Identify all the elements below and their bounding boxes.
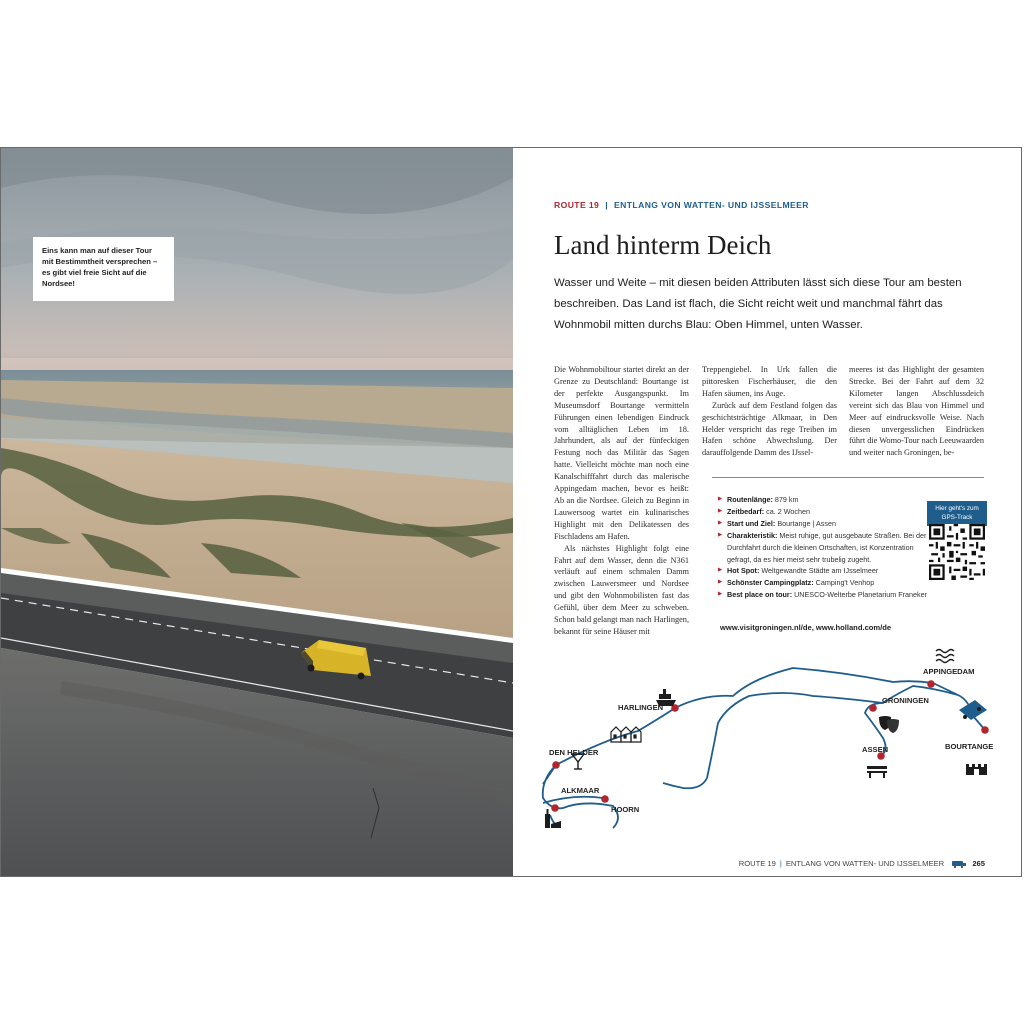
- wine-cheese-icon: [545, 809, 561, 828]
- castle-icon: [966, 764, 987, 775]
- fact-label: Start und Ziel:: [727, 518, 776, 528]
- fact-item: [718, 565, 928, 577]
- camper-icon: [952, 860, 966, 868]
- paragraph: Treppengiebel. In Urk fallen die pittoresken Fischerhäuser, die den Hafen säumen, ins Auge.: [702, 365, 837, 398]
- place-groningen: GRONINGEN: [882, 696, 929, 705]
- divider: [712, 477, 984, 478]
- fact-value: Meist ruhige, gut ausgebaute Straßen. Bei der Durchfahrt durch die kleinen Ortschaften, ist Konzentration gefragt, da es hier meist sehr trubelig zugeht.: [727, 530, 927, 564]
- fact-item: [718, 589, 928, 601]
- intro-text: Wasser und Weite – mit diesen beiden Attributen lässt sich diese Tour am besten beschreiben. Das Land ist flach, die Sicht reicht weit und manchmal fährt das Wohnmobil mitten durchs Blau: Oben Himmel, unten Wasser.: [554, 277, 962, 331]
- theater-masks-icon: [879, 716, 899, 733]
- gps-track-label: Hier geht's zum GPS-Track: [927, 501, 987, 526]
- header-separator: |: [605, 200, 609, 210]
- text-column-2: [702, 364, 837, 459]
- fact-label: Best place on tour:: [727, 590, 793, 600]
- fact-value: Bourtange | Assen: [777, 518, 836, 528]
- text-column-3: [849, 364, 984, 459]
- camper-icon: [959, 700, 987, 720]
- fact-value: Weltgewandte Städte am IJsselmeer: [761, 566, 879, 576]
- footer-separator: |: [779, 859, 782, 868]
- fact-label: Zeitbedarf:: [727, 506, 765, 516]
- fact-value: Camping't Venhop: [815, 578, 875, 588]
- fact-label: Routenlänge:: [727, 495, 773, 504]
- book-spread: [0, 147, 1022, 877]
- marker-hoorn: [601, 795, 609, 803]
- route-map: [513, 638, 1022, 848]
- paragraph: Als nächstes Highlight folgt eine Fahrt auf dem Wasser, denn die N361 verläuft auf einem schmalen Damm zwischen Lauwersmeer und Nordsee und gibt den Wohnmobilisten fast das Gefühl, über dem Meer zu schweben. Schon bald gelangt man nach Harlingen, bekannt für seine Häuser mit: [554, 543, 690, 636]
- marker-appingedam: [927, 680, 935, 688]
- coastline-path: [543, 668, 985, 828]
- paragraph: Zurück auf dem Festland folgen das geschichtsträchtige Alkmaar, in Den Helder verspricht das rege Treiben im Hafen schöne Abwechslung. Der darauffolgende Damm des IJssel-: [702, 400, 837, 458]
- running-head: [554, 200, 809, 210]
- aerial-photo: [1, 148, 513, 877]
- paragraph: meeres ist das Highlight der gesamten Strecke. Bei der Fahrt auf dem 32 Kilometer langen Abschlussdeich vereint sich das Blau von Himmel und Meer auf eindrucksvolle Weise. Nach diesen unvergesslichen Eindrücken führt die Womo-Tour nach Leeuwaarden und weiter nach Groningen, be-: [849, 365, 984, 458]
- page-title: Land hinterm Deich: [554, 230, 772, 260]
- fact-value: UNESCO-Welterbe Planetarium Franeker: [794, 590, 927, 600]
- footer-title: ENTLANG VON WATTEN- UND IJSSELMEER: [785, 859, 945, 868]
- route-title: ENTLANG VON WATTEN- UND IJSSELMEER: [614, 200, 809, 210]
- fact-list: [718, 494, 928, 601]
- fact-value: 879 km: [774, 495, 799, 504]
- place-appingedam: APPINGEDAM: [923, 667, 975, 676]
- bench-icon: [867, 766, 887, 778]
- place-bourtange: BOURTANGE: [945, 742, 994, 751]
- waves-icon: [936, 650, 954, 663]
- page-footer: [739, 859, 985, 868]
- web-links[interactable]: www.visitgroningen.nl/de, www.holland.com/de: [720, 623, 892, 632]
- place-hoorn: HOORN: [611, 805, 640, 814]
- fact-item: [718, 530, 928, 566]
- page-number: 265: [972, 859, 985, 868]
- qr-code-icon[interactable]: [929, 524, 985, 580]
- photo-caption: Eins kann man auf dieser Tour mit Bestimmtheit versprechen – es gibt viel freie Sicht auf die Nordsee!: [33, 237, 174, 301]
- marker-alkmaar: [551, 804, 559, 812]
- fact-label: Charakteristik:: [727, 530, 778, 540]
- fact-item: [718, 577, 928, 589]
- text-page: [513, 148, 1022, 877]
- text-column-1: [554, 364, 689, 638]
- fact-item: [718, 506, 928, 518]
- marker-groningen: [869, 704, 877, 712]
- houses-icon: [611, 727, 641, 742]
- fact-value: ca. 2 Wochen: [766, 506, 810, 516]
- place-harlingen: HARLINGEN: [618, 703, 664, 712]
- fact-label: Schönster Campingplatz:: [727, 578, 814, 588]
- fact-item: [718, 518, 928, 530]
- fact-item: [718, 494, 928, 506]
- paragraph: Die Wohnmobiltour startet direkt an der Grenze zu Deutschland: Bourtange ist der perfekte Ausgangspunkt. Im Museumsdorf Bourtange vermitteln Führungen einen lebendigen Eindruck vom alltäglichen Leben im 18. Jahrhundert, als auf der fünfeckigen Festung noch das Militär das Sagen hatte. Vielleicht möchte man noch eine Kanalschifffahrt durch das malerische Appingedam machen, bevor es heißt: Ab an die Nordsee. Gleich zu Beginn in Lauwersoog wartet ein kulinarisches Highlight mit den Delikatessen des Fischladens am Hafen.: [554, 365, 689, 541]
- place-assen: ASSEN: [862, 745, 889, 754]
- place-den-helder: DEN HELDER: [549, 748, 599, 757]
- marker-bourtange: [981, 726, 989, 734]
- footer-route: ROUTE 19: [738, 859, 776, 868]
- fact-label: Hot Spot:: [727, 566, 760, 576]
- route-number: ROUTE 19: [554, 200, 600, 210]
- place-alkmaar: ALKMAAR: [561, 786, 600, 795]
- marker-den-helder: [552, 761, 560, 769]
